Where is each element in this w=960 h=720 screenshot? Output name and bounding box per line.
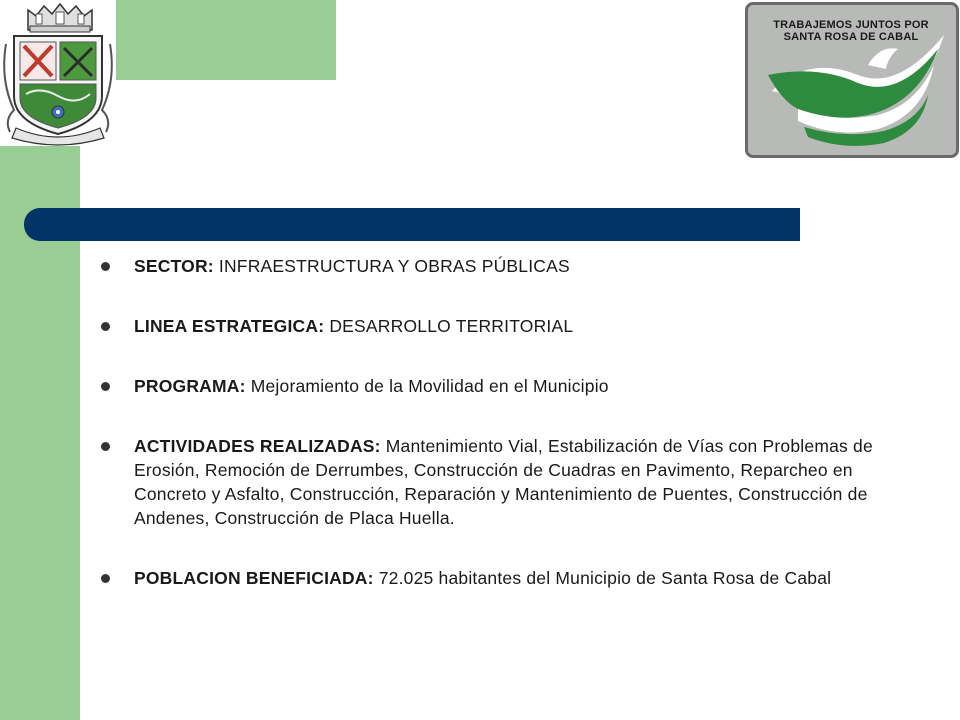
bullet-dot-icon [101, 574, 110, 583]
item-label: SECTOR: [134, 256, 219, 276]
green-top-block [112, 0, 336, 80]
item-label: PROGRAMA: [134, 376, 251, 396]
item-text: Mejoramiento de la Movilidad en el Municipio [250, 376, 609, 396]
list-item [100, 374, 890, 398]
list-item [100, 434, 890, 530]
bullet-dot-icon [101, 262, 110, 271]
item-text: DESARROLLO TERRITORIAL [329, 316, 574, 336]
list-item [100, 314, 890, 338]
item-text: INFRAESTRUCTURA Y OBRAS PÚBLICAS [218, 256, 570, 276]
bullet-dot-icon [101, 442, 110, 451]
campaign-logo-text: TRABAJEMOS JUNTOS POR SANTA ROSA DE CABAL [773, 19, 929, 43]
bullet-list [100, 254, 890, 626]
item-text: Mantenimiento Vial, Estabilización de Vías con Problemas de Erosión, Remoción de Derrumbes, Construcción de Cuadras en Pavimento, Reparcheo en Concreto y Asfalto, Construcción, Reparación y Mantenimiento de Puentes, Construcción de Andenes, Construcción de Placa Huella. [134, 436, 873, 528]
list-item [100, 254, 890, 278]
list-item [100, 566, 890, 590]
title-bar [24, 208, 800, 241]
item-label: POBLACION BENEFICIADA: [134, 568, 379, 588]
bullet-dot-icon [101, 382, 110, 391]
item-label: ACTIVIDADES REALIZADAS: [134, 436, 386, 456]
item-label: LINEA ESTRATEGICA: [134, 316, 330, 336]
item-text: 72.025 habitantes del Municipio de Santa Rosa de Cabal [378, 568, 832, 588]
bullet-dot-icon [101, 322, 110, 331]
municipal-crest-logo [0, 0, 116, 146]
campaign-logo [745, 2, 959, 158]
